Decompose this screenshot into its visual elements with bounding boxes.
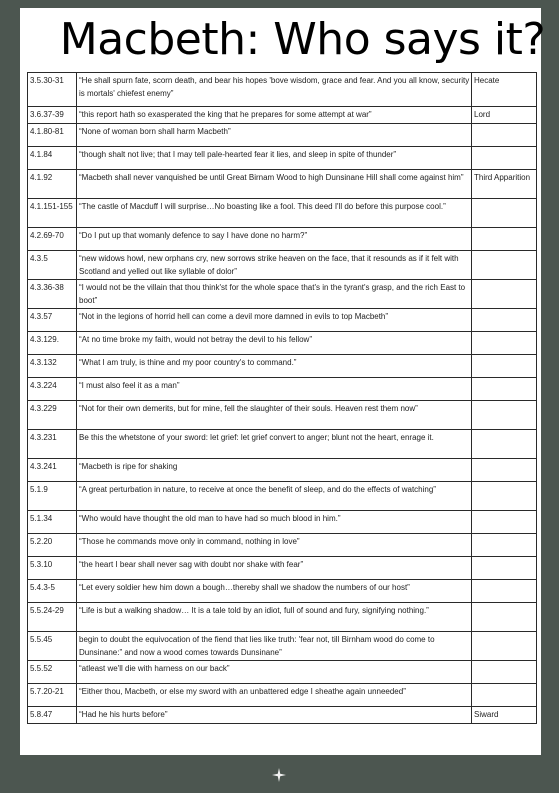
line-reference: 4.3.229	[28, 401, 77, 430]
table-row	[28, 147, 537, 170]
line-reference: 5.1.34	[28, 511, 77, 534]
quote-text: “What I am truly, is thine and my poor country's to command.”	[77, 355, 472, 378]
quote-text: “atleast we'll die with harness on our back”	[77, 661, 472, 684]
speaker-cell: Hecate	[472, 73, 537, 107]
table-row	[28, 228, 537, 251]
quote-text: “Let every soldier hew him down a bough…thereby shall we shadow the numbers of our host”	[77, 580, 472, 603]
quote-text: “this report hath so exasperated the king that he prepares for some attempt at war”	[77, 107, 472, 124]
line-reference: 3.5.30-31	[28, 73, 77, 107]
quote-text: “Macbeth shall never vanquished be until Great Birnam Wood to high Dunsinane Hill shall come against him”	[77, 170, 472, 199]
quote-text: “though shalt not live; that I may tell pale-hearted fear it lies, and sleep in spite of thunder”	[77, 147, 472, 170]
speaker-cell	[472, 280, 537, 309]
table-row	[28, 482, 537, 511]
quote-text: “None of woman born shall harm Macbeth”	[77, 124, 472, 147]
quote-text: “Who would have thought the old man to have had so much blood in him.”	[77, 511, 472, 534]
speaker-cell	[472, 557, 537, 580]
speaker-cell	[472, 632, 537, 661]
speaker-cell	[472, 378, 537, 401]
table-row	[28, 661, 537, 684]
table-row	[28, 459, 537, 482]
speaker-cell	[472, 124, 537, 147]
table-row	[28, 73, 537, 107]
table-row	[28, 534, 537, 557]
speaker-cell	[472, 430, 537, 459]
speaker-cell: Siward	[472, 707, 537, 724]
line-reference: 4.3.132	[28, 355, 77, 378]
line-reference: 5.5.45	[28, 632, 77, 661]
speaker-cell	[472, 355, 537, 378]
table-row	[28, 124, 537, 147]
table-row	[28, 309, 537, 332]
line-reference: 4.3.224	[28, 378, 77, 401]
line-reference: 5.1.9	[28, 482, 77, 511]
table-row	[28, 251, 537, 280]
quote-text: “Not for their own demerits, but for mine, fell the slaughter of their souls. Heaven rest them now”	[77, 401, 472, 430]
speaker-cell	[472, 401, 537, 430]
speaker-cell	[472, 511, 537, 534]
speaker-cell	[472, 459, 537, 482]
table-row	[28, 280, 537, 309]
quote-text: “The castle of Macduff I will surprise…No boasting like a fool. This deed I'll do before this purpose cool.”	[77, 199, 472, 228]
speaker-cell	[472, 332, 537, 355]
table-row	[28, 107, 537, 124]
quote-text: “Those he commands move only in command, nothing in love”	[77, 534, 472, 557]
worksheet-page	[20, 8, 546, 755]
quote-text: Be this the whetstone of your sword: let grief: let grief convert to anger; blunt not the heart, enrage it.	[77, 430, 472, 459]
line-reference: 4.2.69-70	[28, 228, 77, 251]
quote-text: begin to doubt the equivocation of the fiend that lies like truth: 'fear not, till Birnham wood do come to Dunsinane:” and now a wood comes towards Dunsinane”	[77, 632, 472, 661]
quote-text: “He shall spurn fate, scorn death, and bear his hopes 'bove wisdom, grace and fear. And you all know, security is mortals' chiefest enemy”	[77, 73, 472, 107]
line-reference: 3.6.37-39	[28, 107, 77, 124]
table-row	[28, 199, 537, 228]
page-title	[20, 14, 546, 66]
line-reference: 4.3.241	[28, 459, 77, 482]
quote-text: “Life is but a walking shadow… It is a tale told by an idiot, full of sound and fury, signifying nothing.”	[77, 603, 472, 632]
line-reference: 4.3.57	[28, 309, 77, 332]
speaker-cell	[472, 603, 537, 632]
quote-text: “Do I put up that womanly defence to say I have done no harm?”	[77, 228, 472, 251]
table-row	[28, 511, 537, 534]
line-reference: 4.3.5	[28, 251, 77, 280]
speaker-cell	[472, 147, 537, 170]
quotes-table	[27, 72, 537, 724]
table-row	[28, 401, 537, 430]
quote-text: “A great perturbation in nature, to receive at once the benefit of sleep, and do the effects of watching”	[77, 482, 472, 511]
quote-text: “Either thou, Macbeth, or else my sword with an unbattered edge I sheathe again unneeded”	[77, 684, 472, 707]
quote-text: “new widows howl, new orphans cry, new sorrows strike heaven on the face, that it resounds as if it felt with Scotland and yelled out like syllable of dolor”	[77, 251, 472, 280]
line-reference: 5.8.47	[28, 707, 77, 724]
line-reference: 5.7.20-21	[28, 684, 77, 707]
line-reference: 5.5.52	[28, 661, 77, 684]
line-reference: 4.3.36-38	[28, 280, 77, 309]
quote-text: “Macbeth is ripe for shaking	[77, 459, 472, 482]
quote-text: “I must also feel it as a man”	[77, 378, 472, 401]
line-reference: 5.2.20	[28, 534, 77, 557]
speaker-cell	[472, 251, 537, 280]
speaker-cell	[472, 228, 537, 251]
line-reference: 4.3.129.	[28, 332, 77, 355]
line-reference: 5.4.3-5	[28, 580, 77, 603]
speaker-cell	[472, 199, 537, 228]
table-row	[28, 378, 537, 401]
table-row	[28, 332, 537, 355]
sparkle-icon	[272, 768, 286, 782]
line-reference: 4.1.92	[28, 170, 77, 199]
page-title-text: Macbeth: Who says it?	[59, 14, 546, 65]
quote-text: “At no time broke my faith, would not betray the devil to his fellow”	[77, 332, 472, 355]
speaker-cell	[472, 684, 537, 707]
speaker-cell	[472, 482, 537, 511]
table-row	[28, 355, 537, 378]
speaker-cell: Third Apparition	[472, 170, 537, 199]
line-reference: 4.1.84	[28, 147, 77, 170]
speaker-cell: Lord	[472, 107, 537, 124]
line-reference: 4.1.80-81	[28, 124, 77, 147]
table-row	[28, 707, 537, 724]
line-reference: 4.1.151-155	[28, 199, 77, 228]
speaker-cell	[472, 661, 537, 684]
speaker-cell	[472, 580, 537, 603]
table-row	[28, 557, 537, 580]
line-reference: 5.5.24-29	[28, 603, 77, 632]
table-row	[28, 684, 537, 707]
line-reference: 4.3.231	[28, 430, 77, 459]
table-row	[28, 632, 537, 661]
quote-text: “Not in the legions of horrid hell can come a devil more damned in evils to top Macbeth”	[77, 309, 472, 332]
speaker-cell	[472, 309, 537, 332]
line-reference: 5.3.10	[28, 557, 77, 580]
quote-text: “I would not be the villain that thou think'st for the whole space that's in the tyrant's grasp, and the rich East to boot”	[77, 280, 472, 309]
table-row	[28, 580, 537, 603]
table-row	[28, 430, 537, 459]
speaker-cell	[472, 534, 537, 557]
quote-text: “the heart I bear shall never sag with doubt nor shake with fear”	[77, 557, 472, 580]
quote-text: “Had he his hurts before”	[77, 707, 472, 724]
table-row	[28, 603, 537, 632]
table-row	[28, 170, 537, 199]
